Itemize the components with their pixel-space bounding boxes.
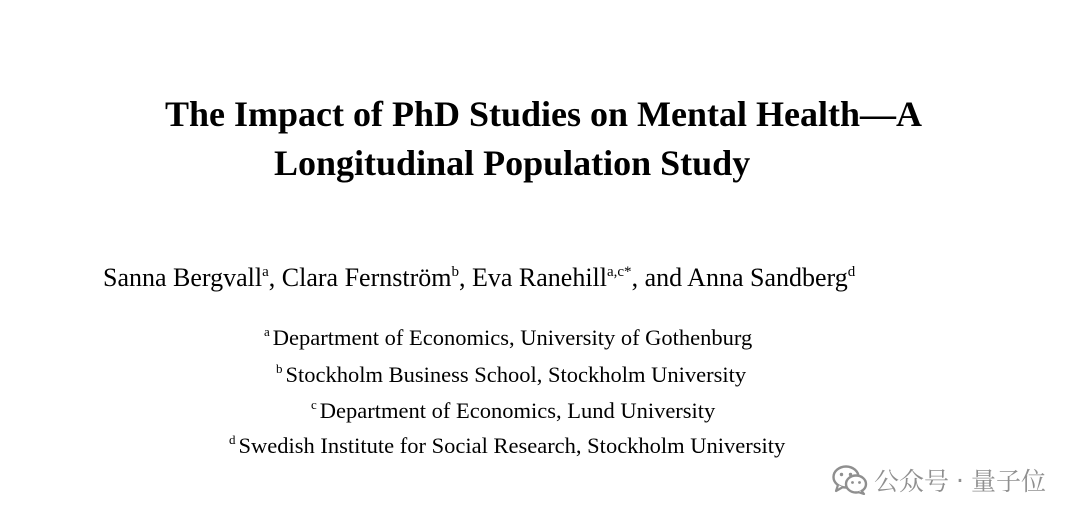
affiliation-text: Department of Economics, University of Gothenburg bbox=[272, 325, 753, 350]
author-name: Anna Sandberg bbox=[687, 263, 848, 292]
watermark-account-name: 量子位 bbox=[970, 467, 1046, 496]
affiliation-text: Swedish Institute for Social Research, Stockholm University bbox=[238, 433, 786, 458]
author-list bbox=[103, 265, 855, 291]
watermark-account-type: 公众号 bbox=[874, 467, 950, 496]
author-affiliation-mark: a bbox=[262, 264, 269, 280]
author-separator: , bbox=[458, 263, 472, 292]
wechat-watermark bbox=[832, 462, 1046, 498]
affiliation-line bbox=[264, 324, 753, 350]
affiliation-mark: a bbox=[264, 324, 270, 339]
affiliation-mark: c bbox=[311, 397, 317, 412]
paper-title-line-2: Longitudinal Population Study bbox=[274, 143, 751, 183]
paper-title-line-1: The Impact of PhD Studies on Mental Health—A bbox=[165, 94, 923, 134]
affiliation-mark: b bbox=[276, 361, 283, 376]
affiliation-line bbox=[229, 432, 786, 458]
watermark-separator: · bbox=[956, 465, 964, 495]
affiliation-text: Department of Economics, Lund University bbox=[319, 398, 716, 423]
author-name: Sanna Bergvall bbox=[103, 263, 263, 292]
affiliation-line bbox=[276, 361, 747, 387]
author-affiliation-mark: a,c* bbox=[606, 264, 632, 280]
author-affiliation-mark: d bbox=[847, 264, 856, 280]
wechat-icon bbox=[832, 465, 868, 495]
author-name: Eva Ranehill bbox=[471, 263, 607, 292]
affiliation-text: Stockholm Business School, Stockholm University bbox=[285, 362, 747, 387]
author-name: Clara Fernström bbox=[281, 263, 452, 292]
author-separator: , and bbox=[631, 263, 688, 292]
affiliation-mark: d bbox=[229, 432, 236, 447]
author-affiliation-mark: b bbox=[451, 264, 459, 280]
author-separator: , bbox=[268, 263, 282, 292]
affiliation-line bbox=[311, 397, 716, 423]
